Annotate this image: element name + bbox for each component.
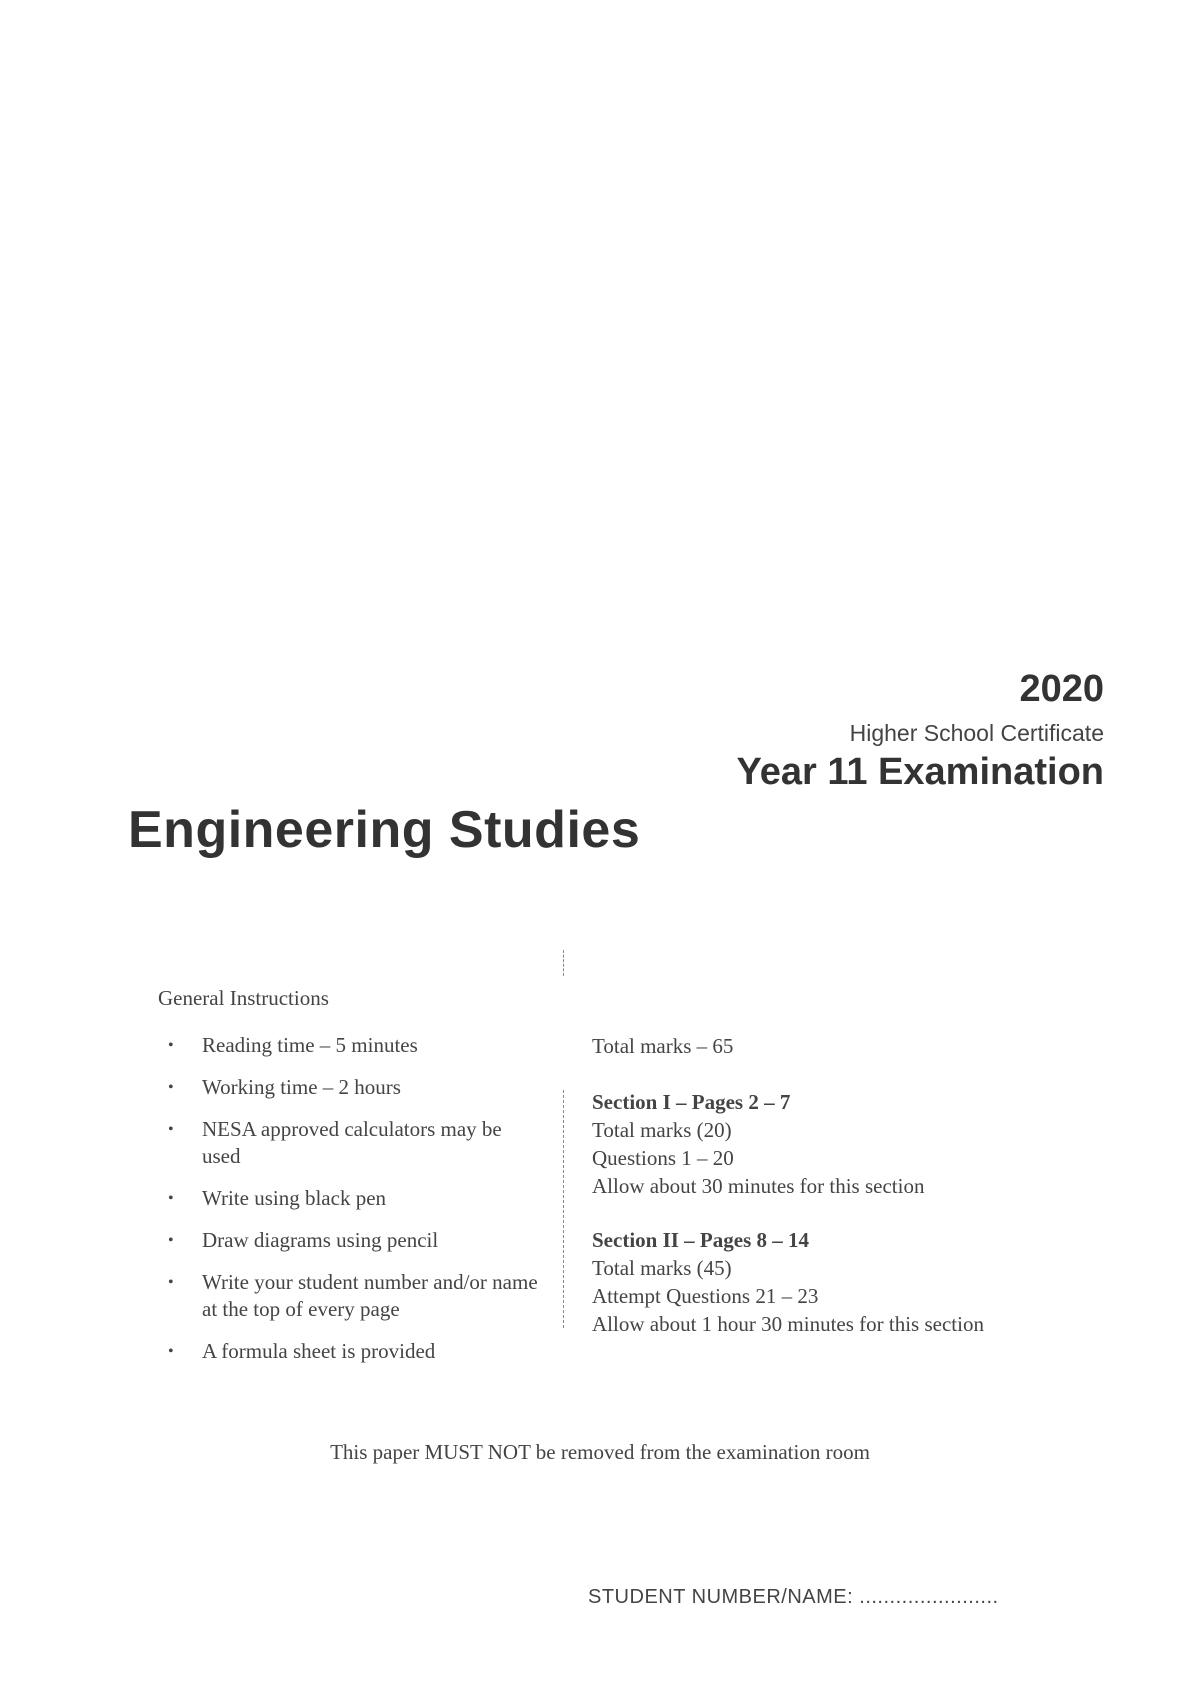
section-1-time: Allow about 30 minutes for this section — [592, 1174, 925, 1198]
removal-notice: This paper MUST NOT be removed from the examination room — [330, 1440, 870, 1464]
exam-year: 2020 — [1019, 668, 1104, 710]
student-number-field: STUDENT NUMBER/NAME: ....................... — [588, 1586, 999, 1608]
bullet-icon: • — [168, 1343, 174, 1360]
exam-header — [736, 668, 1104, 794]
instruction-item: • Draw diagrams using pencil — [168, 1228, 439, 1252]
instructions-list — [160, 1032, 540, 1380]
instruction-item: • Working time – 2 hours — [168, 1075, 401, 1099]
section-2-questions: Attempt Questions 21 – 23 — [592, 1284, 819, 1308]
certificate-name: Higher School Certificate — [849, 720, 1104, 746]
subject-title: Engineering Studies — [128, 801, 641, 859]
bullet-icon: • — [168, 1121, 174, 1138]
instruction-item: • Reading time – 5 minutes — [168, 1033, 418, 1057]
general-instructions-heading: General Instructions — [158, 986, 329, 1010]
bullet-icon: • — [168, 1274, 174, 1291]
column-divider-top — [563, 950, 564, 976]
total-marks: Total marks – 65 — [592, 1034, 734, 1058]
bullet-icon: • — [168, 1232, 174, 1249]
section-2-time: Allow about 1 hour 30 minutes for this section — [592, 1312, 984, 1336]
instruction-item: • Write using black pen — [168, 1186, 387, 1210]
section-1-total: Total marks (20) — [592, 1118, 732, 1142]
section-1-info — [592, 1088, 1112, 1200]
section-2-total: Total marks (45) — [592, 1256, 732, 1280]
section-1-questions: Questions 1 – 20 — [592, 1146, 734, 1170]
marks-column — [592, 1032, 1112, 1364]
bullet-icon: • — [168, 1190, 174, 1207]
section-1-title: Section I – Pages 2 – 7 — [592, 1090, 791, 1114]
bullet-icon: • — [168, 1037, 174, 1054]
exam-title: Year 11 Examination — [736, 751, 1104, 793]
instruction-item: • A formula sheet is provided — [168, 1339, 436, 1363]
bullet-icon: • — [168, 1079, 174, 1096]
section-2-info — [592, 1226, 1112, 1338]
instruction-item: • NESA approved calculators may be used — [168, 1117, 502, 1168]
section-2-title: Section II – Pages 8 – 14 — [592, 1228, 809, 1252]
instruction-item: • Write your student number and/or name at the top of every page — [168, 1270, 538, 1321]
column-divider — [563, 1090, 564, 1328]
